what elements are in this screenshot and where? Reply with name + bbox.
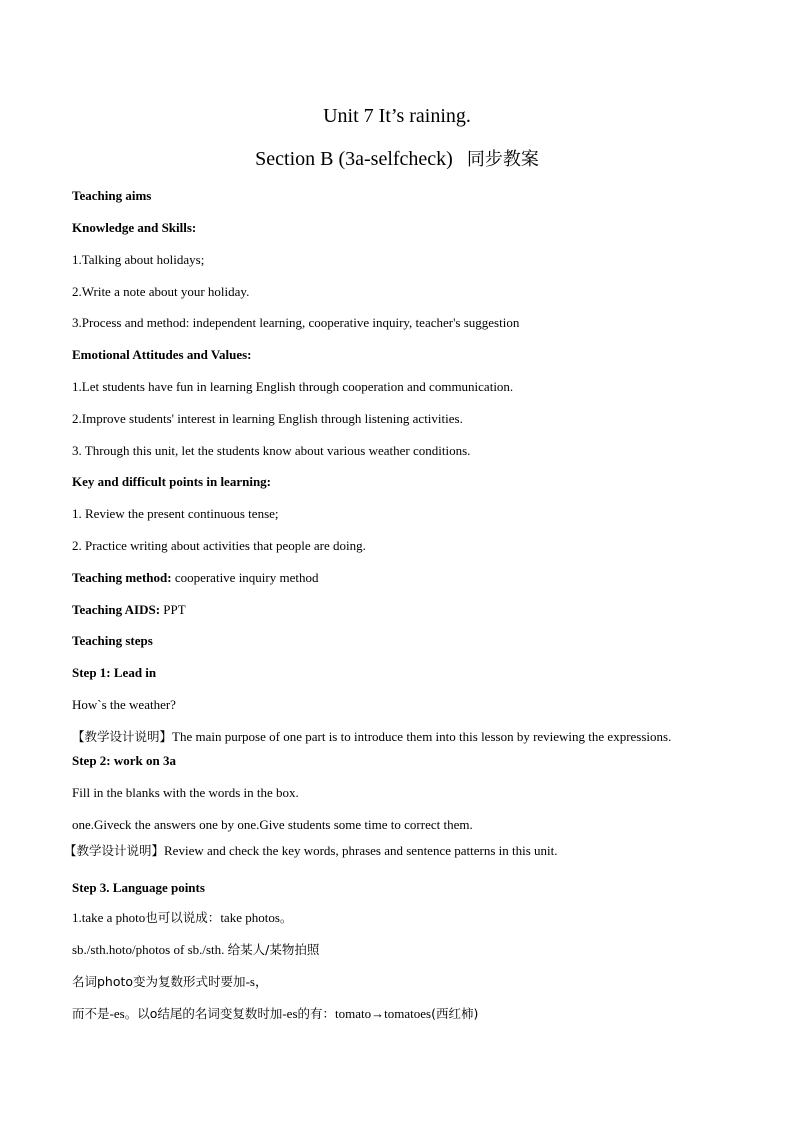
lp4-example: tomato→tomatoes xyxy=(335,1006,432,1021)
lp2-english: sb./sth.hoto/photos of sb./sth. xyxy=(72,942,228,957)
subtitle-english: Section B (3a-selfcheck) xyxy=(255,148,453,170)
subtitle-chinese: 同步教案 xyxy=(466,149,539,170)
document-title: Unit 7 It’s raining. xyxy=(323,105,471,127)
step-1-text: How`s the weather? xyxy=(72,697,176,712)
language-point-1 xyxy=(72,910,292,926)
knowledge-item-3: 3.Process and method: independent learning, cooperative inquiry, teacher's suggestion xyxy=(72,315,520,330)
lp3-suffix: -s， xyxy=(245,974,268,989)
lp4-part-c: 。以o结尾的名词变复数时加 xyxy=(124,1006,283,1021)
teaching-method-line xyxy=(72,570,319,586)
teaching-aids-value: PPT xyxy=(160,602,186,617)
language-point-4 xyxy=(72,1006,478,1022)
step-2-text-2: one.Giveck the answers one by one.Give students some time to correct them. xyxy=(72,817,473,832)
design-note-2-tag: 【教学设计说明】 xyxy=(64,843,165,858)
emotional-item-3: 3. Through this unit, let the students know about various weather conditions. xyxy=(72,443,471,458)
design-note-1 xyxy=(72,729,671,745)
teaching-aids-line xyxy=(72,602,186,618)
design-note-1-text: The main purpose of one part is to introduce them into this lesson by reviewing the expressions. xyxy=(172,729,672,744)
heading-emotional-attitudes: Emotional Attitudes and Values: xyxy=(72,347,252,362)
lp1-phrase: take photos xyxy=(220,910,280,925)
heading-knowledge-skills: Knowledge and Skills: xyxy=(72,220,197,235)
lp4-part-e: 的有： xyxy=(297,1006,336,1021)
lp4-part-b: -es xyxy=(109,1006,125,1021)
step-3-heading: Step 3. Language points xyxy=(72,880,205,895)
lp2-chinese: 给某人/某物拍照 xyxy=(227,942,320,957)
emotional-item-2: 2.Improve students' interest in learning English through listening activities. xyxy=(72,411,463,426)
lp1-chinese: 也可以说成： xyxy=(145,910,221,925)
knowledge-item-1: 1.Talking about holidays; xyxy=(72,252,205,267)
lp4-part-a: 而不是 xyxy=(72,1006,110,1021)
design-note-1-tag: 【教学设计说明】 xyxy=(72,729,173,744)
document-subtitle xyxy=(0,147,794,172)
key-point-2: 2. Practice writing about activities that people are doing. xyxy=(72,538,366,553)
step-2-heading: Step 2: work on 3a xyxy=(72,753,177,768)
heading-teaching-aims: Teaching aims xyxy=(72,188,152,203)
teaching-method-label: Teaching method: xyxy=(72,570,172,585)
teaching-aids-label: Teaching AIDS: xyxy=(72,602,161,617)
language-point-2 xyxy=(72,942,319,958)
lp4-gloss: (西红柿) xyxy=(431,1006,479,1021)
lp3-chinese: 名词photo变为复数形式时要加 xyxy=(72,974,246,989)
lp4-part-d: -es xyxy=(282,1006,298,1021)
teaching-method-value: cooperative inquiry method xyxy=(171,570,319,585)
emotional-item-1: 1.Let students have fun in learning English through cooperation and communication. xyxy=(72,379,514,394)
step-1-heading: Step 1: Lead in xyxy=(72,665,157,680)
heading-key-points: Key and difficult points in learning: xyxy=(72,474,271,489)
heading-teaching-steps: Teaching steps xyxy=(72,633,153,648)
language-point-3 xyxy=(72,974,268,990)
key-point-1: 1. Review the present continuous tense; xyxy=(72,506,279,521)
knowledge-item-2: 2.Write a note about your holiday. xyxy=(72,284,250,299)
design-note-2 xyxy=(64,843,558,859)
step-2-text-1: Fill in the blanks with the words in the box. xyxy=(72,785,299,800)
design-note-2-text: Review and check the key words, phrases and sentence patterns in this unit. xyxy=(164,843,558,858)
lp1-english: 1.take a photo xyxy=(72,910,146,925)
lp1-period: 。 xyxy=(279,910,293,925)
